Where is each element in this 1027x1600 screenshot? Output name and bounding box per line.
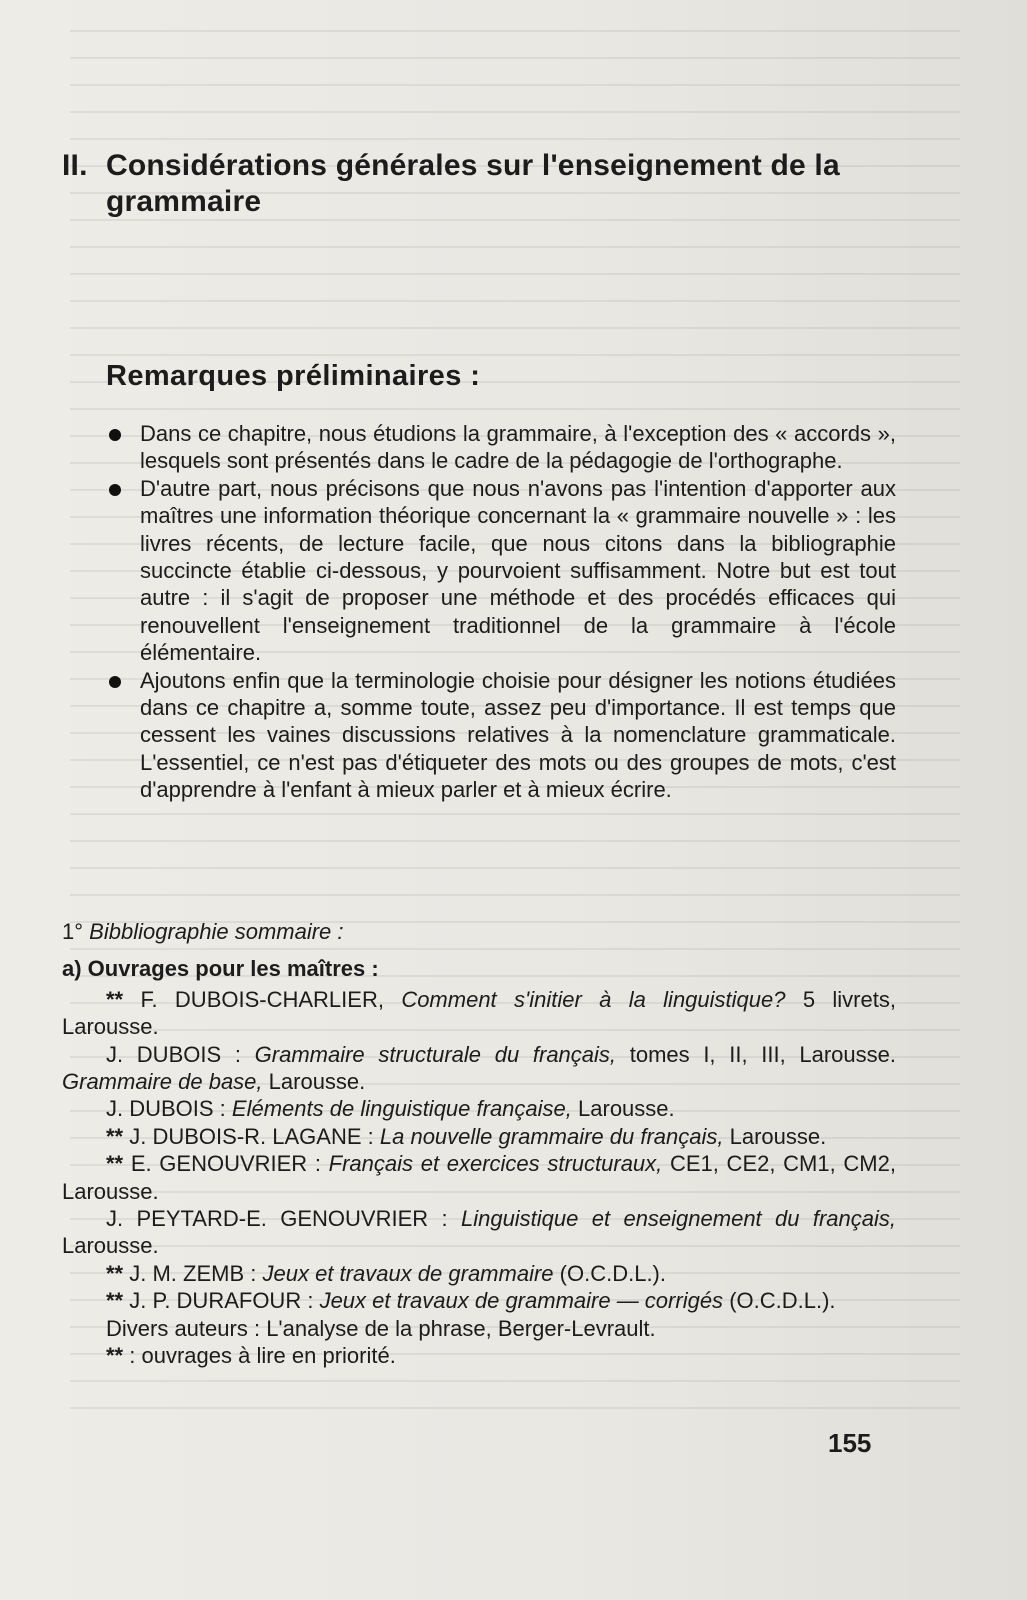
chapter-heading — [62, 148, 894, 220]
page-number: 155 — [828, 1428, 872, 1458]
reference-publisher: L'analyse de la phrase, Berger-Levrault. — [266, 1315, 656, 1341]
reference-publisher: Larousse. — [62, 1233, 159, 1259]
page-content — [62, 148, 896, 1369]
bullet-icon — [109, 484, 121, 496]
remark-text: D'autre part, nous précisons que nous n'avons pas l'intention d'apporter aux maîtres une information théorique concernant la « grammaire nouvelle » : les livres récents, de lecture facile, que nous citons dans la bibliographie succincte établie ci-dessous, y pourvoient suffisamment. Notre but est tout autre : il s'agit de proposer une méthode et des procédés efficaces qui renouvellent l'enseignement traditionnel de la grammaire à l'école élémentaire. — [140, 475, 896, 666]
reference-entry — [62, 1287, 896, 1314]
reference-author: E. GENOUVRIER : — [130, 1151, 321, 1177]
priority-marker: ** — [106, 1260, 124, 1286]
remark-text: Ajoutons enfin que la terminologie choisie pour désigner les notions étudiées dans ce chapitre a, somme toute, assez peu d'importance. Il est temps que cessent les vaines discussions relatives à la nomenclature grammaticale. L'essentiel, ce n'est pas d'étiqueter des mots ou des groupes de mots, c'est d'apprendre à l'enfant à mieux parler et à mieux écrire. — [140, 667, 896, 803]
section-subtitle: Remarques préliminaires : — [106, 360, 481, 392]
reference-entry — [62, 1205, 896, 1260]
reference-entry — [62, 1315, 896, 1342]
reference-title: La nouvelle grammaire du français, — [379, 1123, 724, 1149]
reference-title: Comment s'initier à la linguistique? — [401, 986, 786, 1012]
reference-author: J. PEYTARD-E. GENOUVRIER : — [106, 1206, 448, 1232]
priority-marker: ** — [106, 1288, 124, 1314]
reference-entry — [62, 986, 896, 1041]
bibliography-heading — [62, 918, 896, 945]
priority-legend — [62, 1342, 896, 1369]
reference-entry — [62, 1041, 896, 1096]
reference-publisher: tomes I, II, III, Larousse. — [629, 1041, 896, 1067]
remark-item — [106, 667, 896, 804]
remark-item — [106, 420, 896, 475]
bibliography-number: 1° — [62, 919, 84, 944]
reference-title: Français et exercices structuraux, — [328, 1151, 663, 1177]
reference-title: Jeux et travaux de grammaire — [262, 1260, 554, 1286]
bullet-icon — [109, 429, 121, 441]
legend-text: : ouvrages à lire en priorité. — [129, 1343, 396, 1369]
reference-author: J. DUBOIS-R. LAGANE : — [129, 1123, 374, 1149]
reference-title: Eléments de linguistique française, — [231, 1096, 572, 1122]
reference-author: J. M. ZEMB : — [129, 1260, 257, 1286]
chapter-number: II. — [62, 149, 88, 182]
reference-author: J. P. DURAFOUR : — [129, 1288, 314, 1314]
reference-author: J. DUBOIS : — [106, 1041, 241, 1067]
remark-item — [106, 475, 896, 667]
reference-title: Jeux et travaux de grammaire — corrigés — [319, 1288, 724, 1314]
reference-entry — [62, 1123, 896, 1150]
reference-publisher: Larousse. — [729, 1123, 827, 1149]
reference-publisher: CE1, CE2, CM1, CM2, Larousse. — [62, 1151, 896, 1204]
bibliography-section — [62, 918, 896, 1370]
reference-entry — [62, 1150, 896, 1205]
reference-title: Grammaire structurale du français, — [254, 1041, 617, 1067]
reference-publisher: (O.C.D.L.). — [559, 1260, 666, 1286]
chapter-title: Considérations générales sur l'enseignement de la grammaire — [106, 149, 840, 218]
priority-marker: ** — [106, 986, 124, 1012]
bibliography-title: Bibbliographie sommaire : — [89, 919, 344, 944]
priority-marker: ** — [106, 1123, 124, 1149]
reference-entry — [62, 1095, 896, 1122]
reference-author: Divers auteurs : — [106, 1315, 261, 1341]
remarks-list — [106, 420, 896, 804]
reference-author: J. DUBOIS : — [106, 1096, 226, 1122]
bullet-icon — [109, 676, 121, 688]
reference-publisher: 5 livrets, Larousse. — [62, 986, 896, 1040]
reference-title: Grammaire de base, — [62, 1069, 263, 1095]
reference-publisher: (O.C.D.L.). — [729, 1288, 836, 1314]
reference-title: Linguistique et enseignement du français, — [460, 1206, 896, 1232]
reference-entry — [62, 1260, 896, 1287]
priority-marker: ** — [106, 1151, 124, 1177]
reference-publisher: Larousse. — [268, 1069, 366, 1095]
priority-marker: ** — [106, 1343, 124, 1369]
reference-publisher: Larousse. — [578, 1096, 675, 1122]
remark-text: Dans ce chapitre, nous étudions la grammaire, à l'exception des « accords », lesquels sont présentés dans le cadre de la pédagogie de l'orthographe. — [140, 421, 896, 474]
bibliography-subheading: a) Ouvrages pour les maîtres : — [62, 956, 379, 982]
reference-author: F. DUBOIS-CHARLIER, — [140, 986, 384, 1012]
